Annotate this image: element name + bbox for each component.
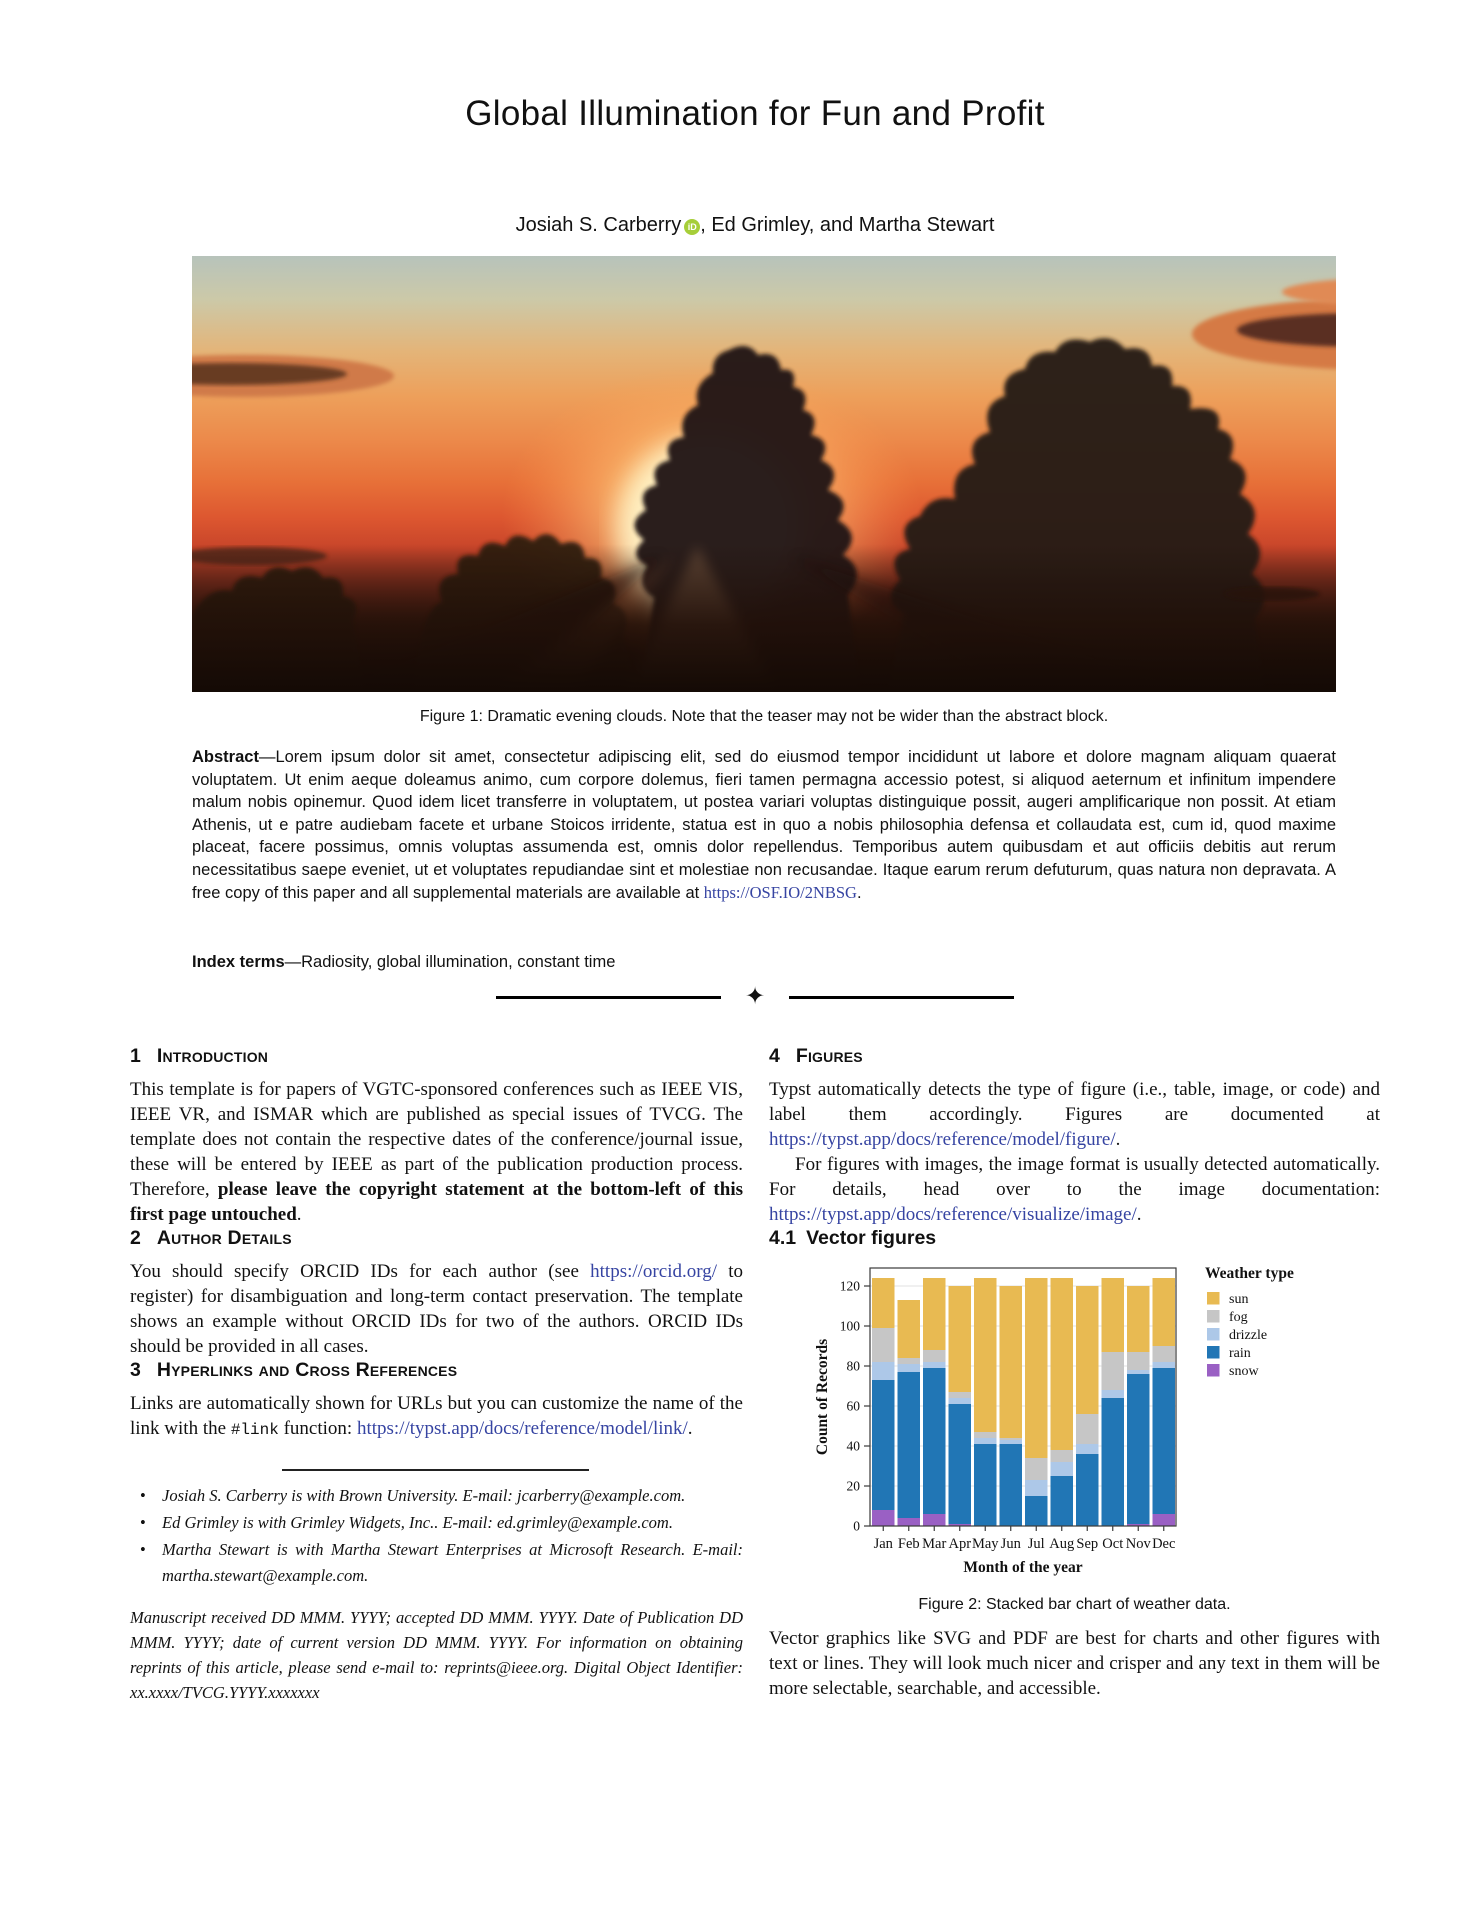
svg-text:0: 0 — [853, 1518, 860, 1534]
four-pointed-star-icon: ✦ — [744, 983, 766, 1010]
bullet-icon: • — [140, 1486, 146, 1505]
right-column — [769, 1045, 1380, 1701]
svg-text:Dec: Dec — [1152, 1536, 1176, 1552]
authors-rest: , Ed Grimley, and Martha Stewart — [700, 214, 995, 236]
section-3-number: 3 — [130, 1359, 141, 1381]
footnote-stewart: Martha Stewart is with Martha Stewart Enterprises at Microsoft Research. E-mail: martha.stewart@example.com. — [162, 1539, 743, 1586]
teaser-image — [192, 256, 1336, 692]
author-line — [130, 214, 1380, 237]
figures-p1-period: . — [1115, 1129, 1121, 1150]
footnote-rule — [282, 1469, 589, 1471]
page-title: Global Illumination for Fun and Profit — [465, 94, 1045, 133]
manuscript-note: Manuscript received DD MMM. YYYY; accepted DD MMM. YYYY. Date of Publication DD MMM. YYYY; date of current version DD MMM. YYYY. For information on obtaining reprints of this article, please send e-mail to: reprints@ieee.org. Digital Object Identifier: xx.xxxx/TVCG.YYYY.xxxxxxx — [130, 1608, 743, 1703]
index-terms-text: —Radiosity, global illumination, constant time — [284, 953, 616, 971]
abstract-text: —Lorem ipsum dolor sit amet, consectetur adipiscing elit, sed do eiusmod tempor incididunt ut labore et dolore magnam aliquam quaerat voluptatem. Ut enim aeque doleamus animo, cum corpore dolemus, fieri tamen permagna accessio potest, si aliquod aeternum et infinitum impendere malum nobis opinemur. Quod idem licet transferre in voluptatem, ut postea variari voluptas distinguique possit, augeri amplificarique non possit. At etiam Athenis, ut e patre audiebam facete et urbane Stoicos irridente, statua est in quo a nobis philosophia defensa et collaudata est, cum id, quod maxime placeat, facere possimus, omnis voluptas assumenda est, omnis dolor repellendus. Temporibus autem quibusdam et aut officiis debitis aut rerum necessitatibus saepe eveniet, ut et voluptates repudiandae sint et molestiae non recusandae. Itaque earum rerum defuturum, quas natura non depravata. A free copy of this paper and all supplemental materials are available at — [192, 748, 1336, 902]
svg-text:sun: sun — [1229, 1292, 1249, 1307]
figures-paragraph-1 — [769, 1077, 1380, 1152]
weather-chart-svg — [813, 1262, 1358, 1592]
svg-text:Jul: Jul — [1027, 1536, 1045, 1552]
svg-text:Apr: Apr — [948, 1536, 972, 1552]
abstract-osf-link[interactable]: https://OSF.IO/2NBSG — [703, 882, 857, 902]
figures-p2-period: . — [1136, 1204, 1142, 1225]
author-details-text-b: to register) for disambiguation and long-term contact preservation. The template shows an example without ORCID IDs for two of the authors. ORCID IDs should be provided in all cases. — [130, 1261, 744, 1357]
svg-text:Jan: Jan — [873, 1536, 893, 1552]
svg-text:Mar: Mar — [922, 1536, 947, 1552]
hyperlinks-text-a: Links are automatically shown for URLs but you can customize the name of the link with the — [130, 1393, 743, 1439]
author-footnotes — [130, 1483, 743, 1590]
bullet-icon: • — [140, 1512, 146, 1532]
orcid-org-link[interactable]: https://orcid.org/ — [590, 1261, 717, 1282]
hyperlinks-text-b: function: — [278, 1418, 357, 1439]
section-1-title: Introduction — [156, 1045, 269, 1067]
section-separator — [130, 985, 1380, 1009]
separator-line-left — [496, 996, 721, 999]
section-4-number: 4 — [769, 1045, 780, 1067]
svg-text:40: 40 — [846, 1438, 860, 1454]
section-4-1-title: Vector figures — [806, 1227, 937, 1249]
svg-text:60: 60 — [846, 1398, 860, 1414]
section-2-heading — [130, 1227, 743, 1250]
author-details-paragraph — [130, 1259, 743, 1359]
svg-text:Jun: Jun — [1000, 1536, 1021, 1552]
section-1-number: 1 — [130, 1045, 141, 1067]
section-3-title: Hyperlinks and Cross References — [156, 1359, 458, 1381]
footnote-grimley: Ed Grimley is with Grimley Widgets, Inc.. E-mail: ed.grimley@example.com. — [162, 1512, 673, 1532]
svg-text:fog: fog — [1229, 1310, 1248, 1325]
svg-text:20: 20 — [846, 1478, 860, 1494]
author-carberry: Josiah S. Carberry — [515, 214, 682, 236]
svg-text:May: May — [971, 1536, 999, 1552]
sunset-clouds-graphic — [192, 256, 1336, 692]
abstract — [192, 746, 1336, 904]
svg-text:Aug: Aug — [1049, 1536, 1075, 1552]
typst-figure-docs-link[interactable]: https://typst.app/docs/reference/model/figure/ — [769, 1129, 1116, 1150]
vector-figures-paragraph: Vector graphics like SVG and PDF are best for charts and other figures with text or lines. They will look much nicer and crisper and any text in them will be more selectable, searchable, and accessible. — [769, 1628, 1380, 1699]
svg-text:80: 80 — [846, 1358, 860, 1374]
figure1-caption: Figure 1: Dramatic evening clouds. Note that the teaser may not be wider than the abstract block. — [419, 708, 1109, 725]
section-2-number: 2 — [130, 1227, 141, 1249]
left-column — [130, 1045, 743, 1722]
svg-text:Month of the year: Month of the year — [963, 1559, 1083, 1576]
separator-line-right — [789, 996, 1014, 999]
svg-text:snow: snow — [1229, 1364, 1259, 1379]
svg-text:Oct: Oct — [1102, 1536, 1124, 1552]
hyperlinks-paragraph — [130, 1391, 743, 1443]
svg-text:drizzle: drizzle — [1229, 1328, 1268, 1343]
svg-text:100: 100 — [839, 1318, 860, 1334]
svg-text:Count of Records: Count of Records — [814, 1338, 831, 1456]
footnote-carberry: Josiah S. Carberry is with Brown University. E-mail: jcarberry@example.com. — [162, 1486, 686, 1505]
figures-text-1: Typst automatically detects the type of figure (i.e., table, image, or code) and label them accordingly. Figures are documented at — [769, 1079, 1380, 1125]
bullet-icon: • — [140, 1539, 146, 1559]
svg-text:Sep: Sep — [1076, 1536, 1099, 1552]
figures-paragraph-2 — [769, 1152, 1380, 1227]
section-4-title: Figures — [795, 1045, 863, 1067]
figures-text-2: For figures with images, the image format is usually detected automatically. For details, head over to the image documentation: — [769, 1154, 1380, 1200]
footnote-item — [130, 1510, 743, 1537]
svg-text:rain: rain — [1229, 1346, 1251, 1361]
section-4-heading — [769, 1045, 1380, 1068]
intro-paragraph — [130, 1077, 743, 1227]
intro-period: . — [296, 1204, 302, 1225]
index-terms — [192, 953, 1336, 972]
section-4-1-number: 4.1 — [769, 1227, 797, 1249]
svg-text:Nov: Nov — [1125, 1536, 1151, 1552]
weather-stacked-bar-chart — [813, 1262, 1358, 1592]
link-function-code: #link — [230, 1421, 279, 1439]
footnote-item — [130, 1537, 743, 1591]
hyperlinks-period: . — [687, 1418, 693, 1439]
svg-text:Weather type: Weather type — [1205, 1265, 1294, 1282]
abstract-label: Abstract — [192, 748, 259, 766]
author-details-text-a: You should specify ORCID IDs for each author (see — [130, 1261, 591, 1282]
svg-text:120: 120 — [839, 1278, 860, 1294]
svg-text:Feb: Feb — [897, 1536, 920, 1552]
intro-text: This template is for papers of VGTC-sponsored conferences such as IEEE VIS, IEEE VR, and ISMAR which are published as special issues of TVCG. The template does not contain the respective dates of the conference/journal issue, these will be entered by IEEE as part of the publication production process. Therefore, — [130, 1079, 743, 1200]
section-2-title: Author Details — [156, 1227, 292, 1249]
intro-bold-text: please leave the copyright statement at the bottom-left of this first page untouched — [130, 1179, 743, 1225]
footnote-item — [130, 1483, 743, 1510]
section-3-heading — [130, 1359, 743, 1382]
index-terms-label: Index terms — [192, 953, 285, 971]
typst-image-docs-link[interactable]: https://typst.app/docs/reference/visualize/image/ — [769, 1204, 1137, 1225]
abstract-period: . — [856, 883, 862, 902]
section-1-heading — [130, 1045, 743, 1068]
section-4-1-heading — [769, 1227, 1380, 1250]
orcid-icon[interactable]: iD — [684, 219, 700, 235]
typst-link-docs-link[interactable]: https://typst.app/docs/reference/model/link/ — [356, 1418, 688, 1439]
figure2-caption: Figure 2: Stacked bar chart of weather data. — [918, 1596, 1231, 1613]
